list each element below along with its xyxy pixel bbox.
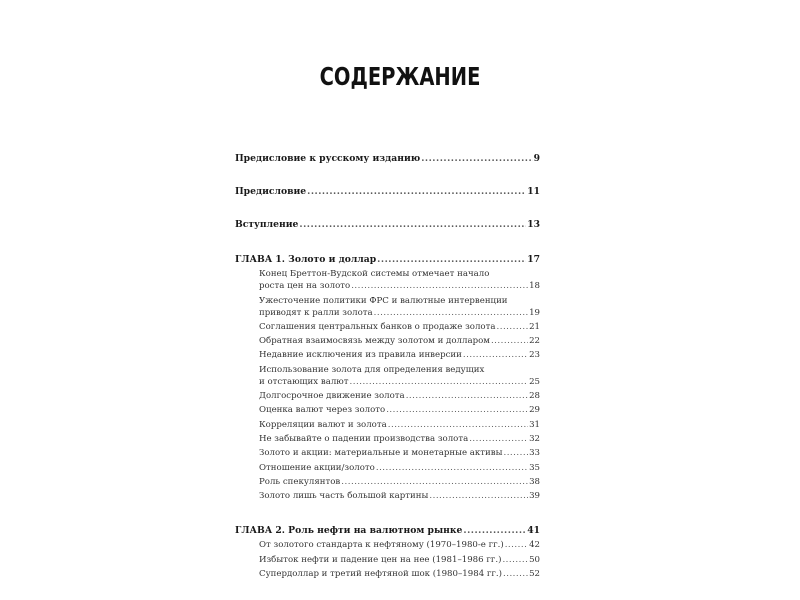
toc-subentry-label: Долгосрочное движение золота bbox=[259, 391, 405, 402]
toc-page-number: 39 bbox=[529, 491, 540, 502]
toc-subentry-label: Не забывайте о падении производства золота bbox=[259, 433, 469, 444]
toc-subentry-label: От золотого стандарта к нефтяному (1970–1980-е гг.) bbox=[259, 540, 504, 551]
leader-dots bbox=[341, 476, 528, 488]
toc-subentry-label: Золото лишь часть большой картины bbox=[259, 491, 429, 502]
leader-dots bbox=[463, 349, 528, 361]
toc-subentry-label: приводят к ралли золота bbox=[259, 307, 373, 318]
toc-chapter-2[interactable] bbox=[235, 525, 540, 537]
toc-subentry[interactable] bbox=[235, 321, 540, 333]
leader-dots bbox=[350, 376, 529, 388]
page-title: СОДЕРЖАНИЕ bbox=[319, 62, 481, 91]
toc-subentry[interactable] bbox=[235, 335, 540, 347]
toc-entry-preface[interactable] bbox=[235, 186, 540, 198]
toc-subentry-label: Отношение акции/золото bbox=[259, 462, 375, 473]
toc-subentry-label: Корреляции валют и золота bbox=[259, 419, 387, 430]
toc-page-number: 38 bbox=[529, 476, 540, 487]
leader-dots bbox=[351, 280, 528, 292]
toc-subentry[interactable] bbox=[235, 419, 540, 431]
toc-subentry[interactable] bbox=[235, 364, 540, 388]
toc-entry-preface-russian[interactable] bbox=[235, 153, 540, 165]
table-of-contents bbox=[235, 153, 540, 580]
leader-dots bbox=[376, 462, 528, 474]
leader-dots bbox=[469, 433, 528, 445]
toc-subentry-label: Недавние исключения из правила инверсии bbox=[259, 350, 462, 361]
leader-dots bbox=[429, 490, 528, 502]
leader-dots bbox=[406, 390, 528, 402]
leader-dots bbox=[491, 335, 528, 347]
toc-chapter-label: ГЛАВА 1. Золото и доллар bbox=[235, 254, 377, 265]
toc-chapter-label: ГЛАВА 2. Роль нефти на валютном рынке bbox=[235, 525, 463, 537]
leader-dots bbox=[377, 254, 526, 266]
leader-dots bbox=[421, 153, 532, 165]
toc-subentry[interactable] bbox=[235, 490, 540, 502]
toc-subentry-label: Золото и акции: материальные и монетарные активы bbox=[259, 448, 503, 459]
leader-dots bbox=[503, 447, 528, 459]
toc-subentry[interactable] bbox=[235, 295, 540, 319]
toc-chapter-1[interactable] bbox=[235, 254, 540, 266]
toc-page-number: 19 bbox=[529, 307, 540, 318]
toc-entry-label: Предисловие bbox=[235, 186, 307, 197]
toc-page-number: 52 bbox=[529, 569, 540, 580]
toc-subentry-label: Соглашения центральных банков о продаже золота bbox=[259, 321, 496, 332]
leader-dots bbox=[463, 525, 526, 537]
toc-subentry[interactable] bbox=[235, 476, 540, 488]
toc-subentry[interactable] bbox=[235, 568, 540, 580]
toc-subentry[interactable] bbox=[235, 539, 540, 551]
toc-subentry-label: Роль спекулянтов bbox=[259, 476, 341, 487]
toc-subentry[interactable] bbox=[235, 349, 540, 361]
toc-page-number: 35 bbox=[529, 462, 540, 473]
toc-subentry-line1: Ужесточение политики ФРС и валютные интервенции bbox=[259, 295, 508, 306]
toc-page-number: 11 bbox=[527, 186, 540, 197]
toc-subentry-label: роста цен на золото bbox=[259, 281, 351, 292]
toc-page-number: 9 bbox=[533, 153, 540, 164]
toc-page-number: 21 bbox=[529, 321, 540, 332]
toc-page-number: 42 bbox=[529, 540, 540, 551]
toc-subentry[interactable] bbox=[235, 554, 540, 566]
leader-dots bbox=[374, 307, 528, 319]
toc-subentry[interactable] bbox=[235, 268, 540, 292]
toc-subentry-label: Обратная взаимосвязь между золотом и долларом bbox=[259, 336, 490, 347]
leader-dots bbox=[496, 321, 528, 333]
toc-subentry[interactable] bbox=[235, 433, 540, 445]
toc-page-number: 32 bbox=[529, 433, 540, 444]
toc-page-number: 13 bbox=[527, 219, 540, 230]
toc-page-number: 29 bbox=[529, 405, 540, 416]
toc-page-number: 50 bbox=[529, 554, 540, 565]
toc-page-number: 18 bbox=[529, 281, 540, 292]
toc-page-number: 23 bbox=[529, 350, 540, 361]
toc-subentry-line1: Использование золота для определения ведущих bbox=[259, 364, 485, 375]
toc-entry-introduction[interactable] bbox=[235, 219, 540, 231]
toc-page-number: 17 bbox=[527, 254, 540, 265]
leader-dots bbox=[307, 186, 526, 198]
toc-subentry-label: Оценка валют через золото bbox=[259, 405, 386, 416]
leader-dots bbox=[502, 554, 528, 566]
leader-dots bbox=[386, 404, 528, 416]
toc-page-number: 33 bbox=[529, 448, 540, 459]
toc-subentry[interactable] bbox=[235, 447, 540, 459]
toc-subentry[interactable] bbox=[235, 462, 540, 474]
leader-dots bbox=[505, 539, 528, 551]
toc-subentry-line1: Конец Бреттон-Вудской системы отмечает начало bbox=[259, 269, 490, 280]
toc-subentry-label: Супердоллар и третий нефтяной шок (1980–1984 гг.) bbox=[259, 569, 502, 580]
leader-dots bbox=[388, 419, 528, 431]
toc-page-number: 41 bbox=[527, 525, 540, 537]
toc-entry-label: Вступление bbox=[235, 219, 299, 230]
toc-page-number: 28 bbox=[529, 391, 540, 402]
toc-subentry-label: Избыток нефти и падение цен на нее (1981–1986 гг.) bbox=[259, 554, 502, 565]
toc-page-number: 25 bbox=[529, 376, 540, 387]
toc-entry-label: Предисловие к русскому изданию bbox=[235, 153, 421, 164]
leader-dots bbox=[299, 219, 526, 231]
toc-subentry-label: и отстающих валют bbox=[259, 376, 349, 387]
toc-subentry[interactable] bbox=[235, 404, 540, 416]
toc-subentry[interactable] bbox=[235, 390, 540, 402]
toc-page-number: 31 bbox=[529, 419, 540, 430]
toc-page-number: 22 bbox=[529, 336, 540, 347]
leader-dots bbox=[503, 568, 528, 580]
